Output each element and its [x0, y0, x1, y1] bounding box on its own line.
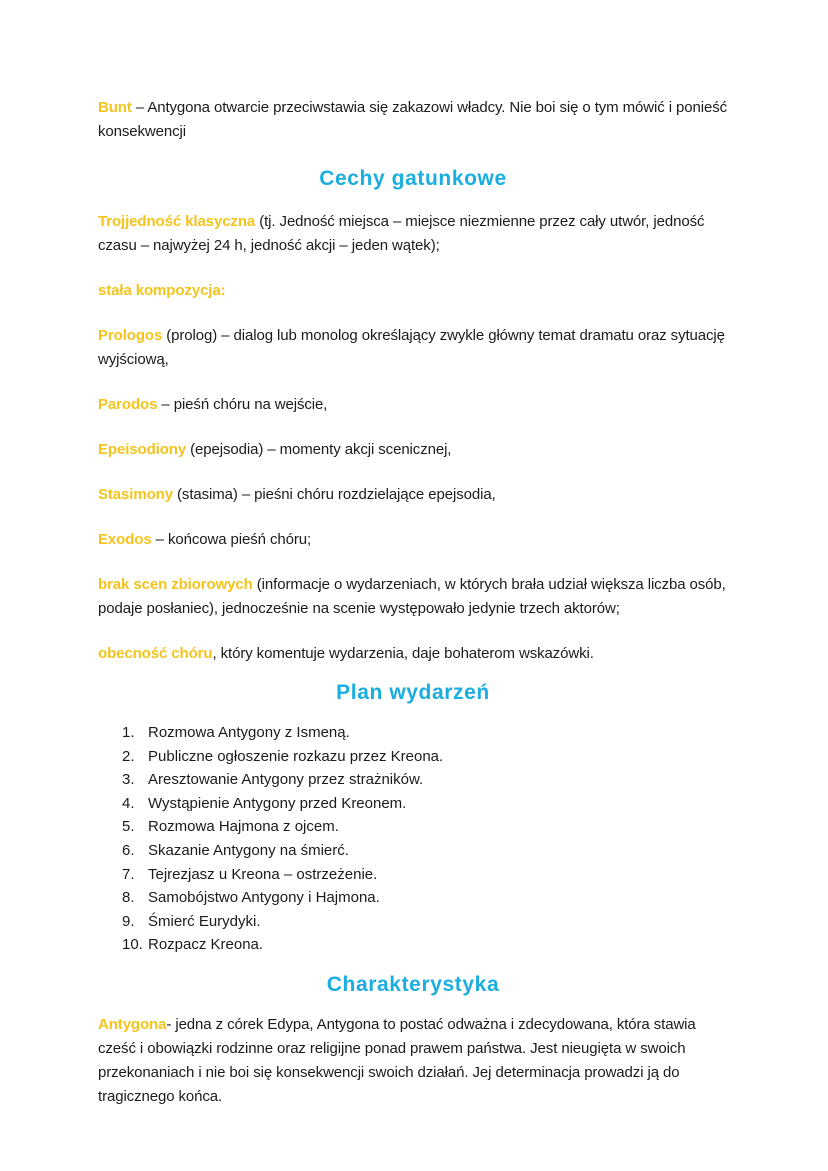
plan-item: 4. Wystąpienie Antygony przed Kreonem. — [122, 794, 407, 812]
plan-item: 2. Publiczne ogłoszenie rozkazu przez Kreona. — [122, 747, 444, 765]
heading-plan: Plan wydarzeń — [336, 681, 490, 704]
genre-item-epeisodiony: Epeisodiony (epejsodia) – momenty akcji scenicznej, — [98, 441, 452, 458]
genre-item-stasimony: Stasimony (stasima) – pieśni chóru rozdzielające epejsodia, — [98, 486, 496, 503]
genre-item-chor: obecność chóru, który komentuje wydarzenia, daje bohaterom wskazówki. — [98, 645, 594, 662]
plan-item: 10. Rozpacz Kreona. — [122, 936, 264, 954]
plan-list — [98, 721, 728, 957]
heading-characters: Charakterystyka — [326, 972, 500, 996]
genre-item-exodos: Exodos – końcowa pieśń chóru; — [98, 531, 312, 548]
intro-paragraph: Bunt – Antygona otwarcie przeciwstawia się zakazowi władcy. Nie boi się o tym mówić i ponieść konsekwencji — [98, 99, 728, 140]
genre-item-parodos: Parodos – pieśń chóru na wejście, — [98, 396, 328, 413]
genre-item-prologos: Prologos (prolog) – dialog lub monolog określający zwykle główny temat dramatu oraz sytuację wyjściową, — [98, 327, 725, 368]
plan-item: 5. Rozmowa Hajmona z ojcem. — [122, 818, 339, 836]
plan-item: 8. Samobójstwo Antygony i Hajmona. — [122, 889, 380, 907]
plan-item: 7. Tejrezjasz u Kreona – ostrzeżenie. — [122, 865, 378, 883]
heading-genre: Cechy gatunkowe — [319, 167, 507, 190]
genre-item-trojjednosc: Trojjedność klasyczna (tj. Jedność miejsca – miejsce niezmienne przez cały utwór, jedność czasu – najwyżej 24 h, jedność akcji – jeden wątek); — [98, 213, 705, 254]
character-antygona: Antygona- jedna z córek Edypa, Antygona to postać odważna i zdecydowana, która stawia cześć i obowiązki rodzinne oraz religijne ponad prawem państwa. Jest nieugięta w swoich przekonaniach i nie boi się konsekwencji swoich działań. Jej determinacja prowadzi ją do tragicznego końca. — [98, 1015, 696, 1105]
plan-item: 3. Aresztowanie Antygony przez strażników. — [122, 771, 424, 789]
plan-item: 6. Skazanie Antygony na śmierć. — [122, 841, 349, 859]
document-page — [98, 96, 728, 1109]
plan-item: 1. Rozmowa Antygony z Ismeną. — [122, 724, 350, 741]
plan-item: 9. Śmierć Eurydyki. — [122, 912, 261, 930]
genre-item-kompozycja: stała kompozycja: — [98, 282, 226, 299]
genre-item-brak-scen: brak scen zbiorowych (informacje o wydarzeniach, w których brała udział większa liczba osób, podaje posłaniec), jednocześnie na scenie występowało jedynie trzech aktorów; — [98, 576, 726, 617]
term-bunt: Bunt — [98, 99, 132, 116]
